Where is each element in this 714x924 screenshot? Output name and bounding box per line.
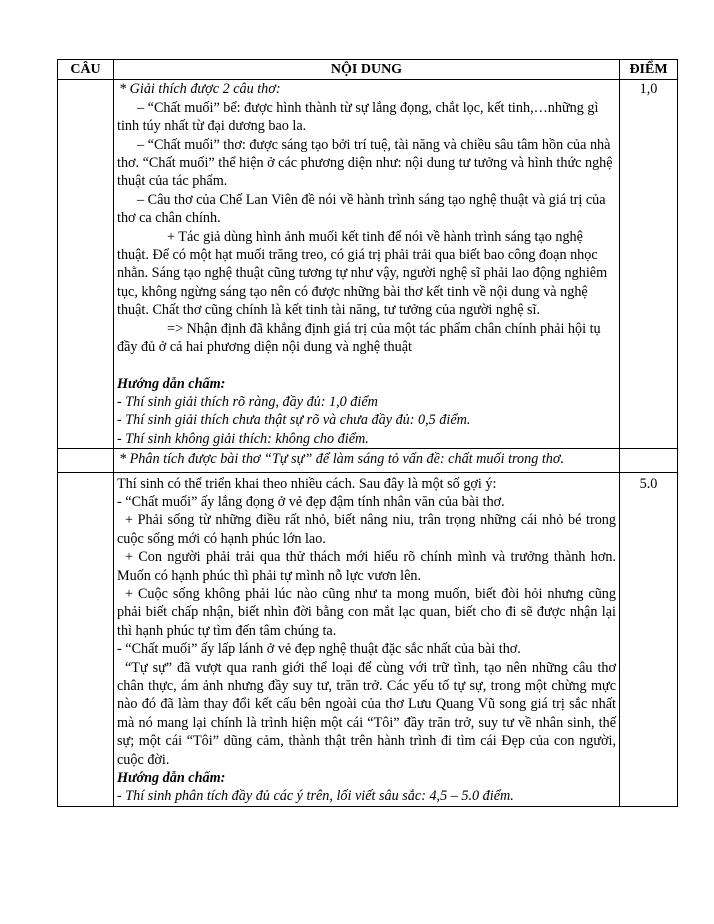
content-paragraph: + Phải sống từ những điều rất nhỏ, biết nâng niu, trân trọng những cái nhỏ bé trong cuộc sống mới có hạnh phúc lớn lao.	[117, 512, 616, 547]
content-paragraph: – Câu thơ của Chế Lan Viên đề nói về hành trình sáng tạo nghệ thuật và giá trị của thơ ca chân chính.	[117, 191, 606, 227]
question-cell	[58, 472, 114, 806]
table-row	[58, 472, 678, 806]
guide-title: Hướng dẫn chấm:	[117, 770, 226, 787]
content-paragraph: - “Chất muối” ấy lấp lánh ở vẻ đẹp nghệ thuật đặc sắc nhất của bài thơ.	[117, 641, 521, 658]
content-paragraph: – “Chất muối” bể: được hình thành từ sự lắng đọng, chắt lọc, kết tinh,…những gì tinh túy nhất từ đại dương bao la.	[117, 99, 599, 135]
content-cell	[114, 80, 620, 449]
guide-title: Hướng dẫn chấm:	[117, 375, 226, 392]
guide-item: - Thí sinh phân tích đầy đủ các ý trên, lối viết sâu sắc: 4,5 – 5.0 điểm.	[117, 788, 514, 805]
question-cell	[58, 80, 114, 449]
header-row	[58, 60, 678, 80]
content-paragraph: + Tác giả dùng hình ảnh muối kết tinh để nói về hành trình sáng tạo nghệ thuật. Để có một hạt muối trăng treo, có giá trị phải trải qua biết bao công đoạn nhọc nhằn. Sáng tạo nghệ thuật cũng tương tự như vậy, người nghệ sĩ phải lao động nghiêm tục, không ngừng sáng tạo nên có được những bài thơ kết tinh về nội dung và nghệ thuật. Chất thơ cũng chính là kết tinh tài năng, tư tưởng của người nghệ sĩ.	[117, 228, 608, 319]
table-row	[58, 80, 678, 449]
section-title: * Phân tích được bài thơ “Tự sự” để làm sáng tỏ vấn đề: chất muối trong thơ.	[119, 451, 565, 468]
section-title: * Giải thích được 2 câu thơ:	[119, 81, 281, 98]
content-paragraph: + Cuộc sống không phải lúc nào cũng như ta mong muốn, biết đòi hỏi nhưng cũng phải biết chấp nhận, biết nhìn đời bằng con mắt lạc quan, biết cho đi sẽ được nhận lại thì hạnh phúc tự tìm đến tâm chúng ta.	[117, 585, 616, 639]
content-paragraph: “Tự sự” đã vượt qua ranh giới thể loại để cùng với trữ tình, tạo nên những câu thơ chân thực, ám ảnh nhưng đầy suy tư, trăn trở. Các yếu tố tự sự, trong một chừng mực nào đó đã làm thay đổi kết cấu bên ngoài của thơ Lưu Quang Vũ song giá trị sắc nhất mà nó mang lại chính là trình hiện một cái “Tôi” đầy trăn trở, suy tư về nhân sinh, thế sự; một cái “Tôi” dũng cảm, thành thật trên hành trình đi tìm cái Đẹp của con người, cuộc đời.	[117, 659, 616, 768]
score-cell: 5.0	[620, 472, 678, 806]
guide-item: - Thí sinh giải thích rõ ràng, đầy đủ: 1,0 điểm	[117, 393, 378, 410]
content-paragraph: Thí sinh có thể triển khai theo nhiều cách. Sau đây là một số gợi ý:	[117, 475, 497, 492]
score-cell: 1,0	[620, 80, 678, 449]
spacer	[117, 357, 616, 375]
guide-item: - Thí sinh không giải thích: không cho điểm.	[117, 430, 369, 447]
content-cell	[114, 472, 620, 806]
guide-item: - Thí sinh giải thích chưa thật sự rõ và chưa đầy đủ: 0,5 điểm.	[117, 412, 471, 429]
content-cell	[114, 449, 620, 472]
content-paragraph: – “Chất muối” thơ: được sáng tạo bởi trí tuệ, tài năng và chiều sâu tâm hồn của nhà thơ. “Chất muối” thể hiện ở các phương diện như: nội dung tư tưởng và hình thức nghệ thuật của tác phẩm.	[117, 136, 613, 190]
content-paragraph: - “Chất muối” ấy lắng đọng ở vẻ đẹp đậm tính nhân văn của bài thơ.	[117, 493, 505, 510]
question-cell	[58, 449, 114, 472]
table-row	[58, 449, 678, 472]
content-paragraph: => Nhận định đã khẳng định giá trị của một tác phẩm chân chính phải hội tụ đầy đủ ở cả hai phương diện nội dung và nghệ thuật	[117, 320, 601, 356]
header-noi-dung: NỘI DUNG	[114, 60, 620, 80]
content-paragraph: + Con người phải trải qua thử thách mới hiểu rõ chính mình và trưởng thành hơn. Muốn có hạnh phúc thì phải tự mình nỗ lực vươn lên.	[117, 549, 616, 584]
grading-table	[57, 59, 678, 807]
header-cau: CÂU	[58, 60, 114, 80]
header-diem: ĐIỂM	[620, 60, 678, 80]
score-cell	[620, 449, 678, 472]
